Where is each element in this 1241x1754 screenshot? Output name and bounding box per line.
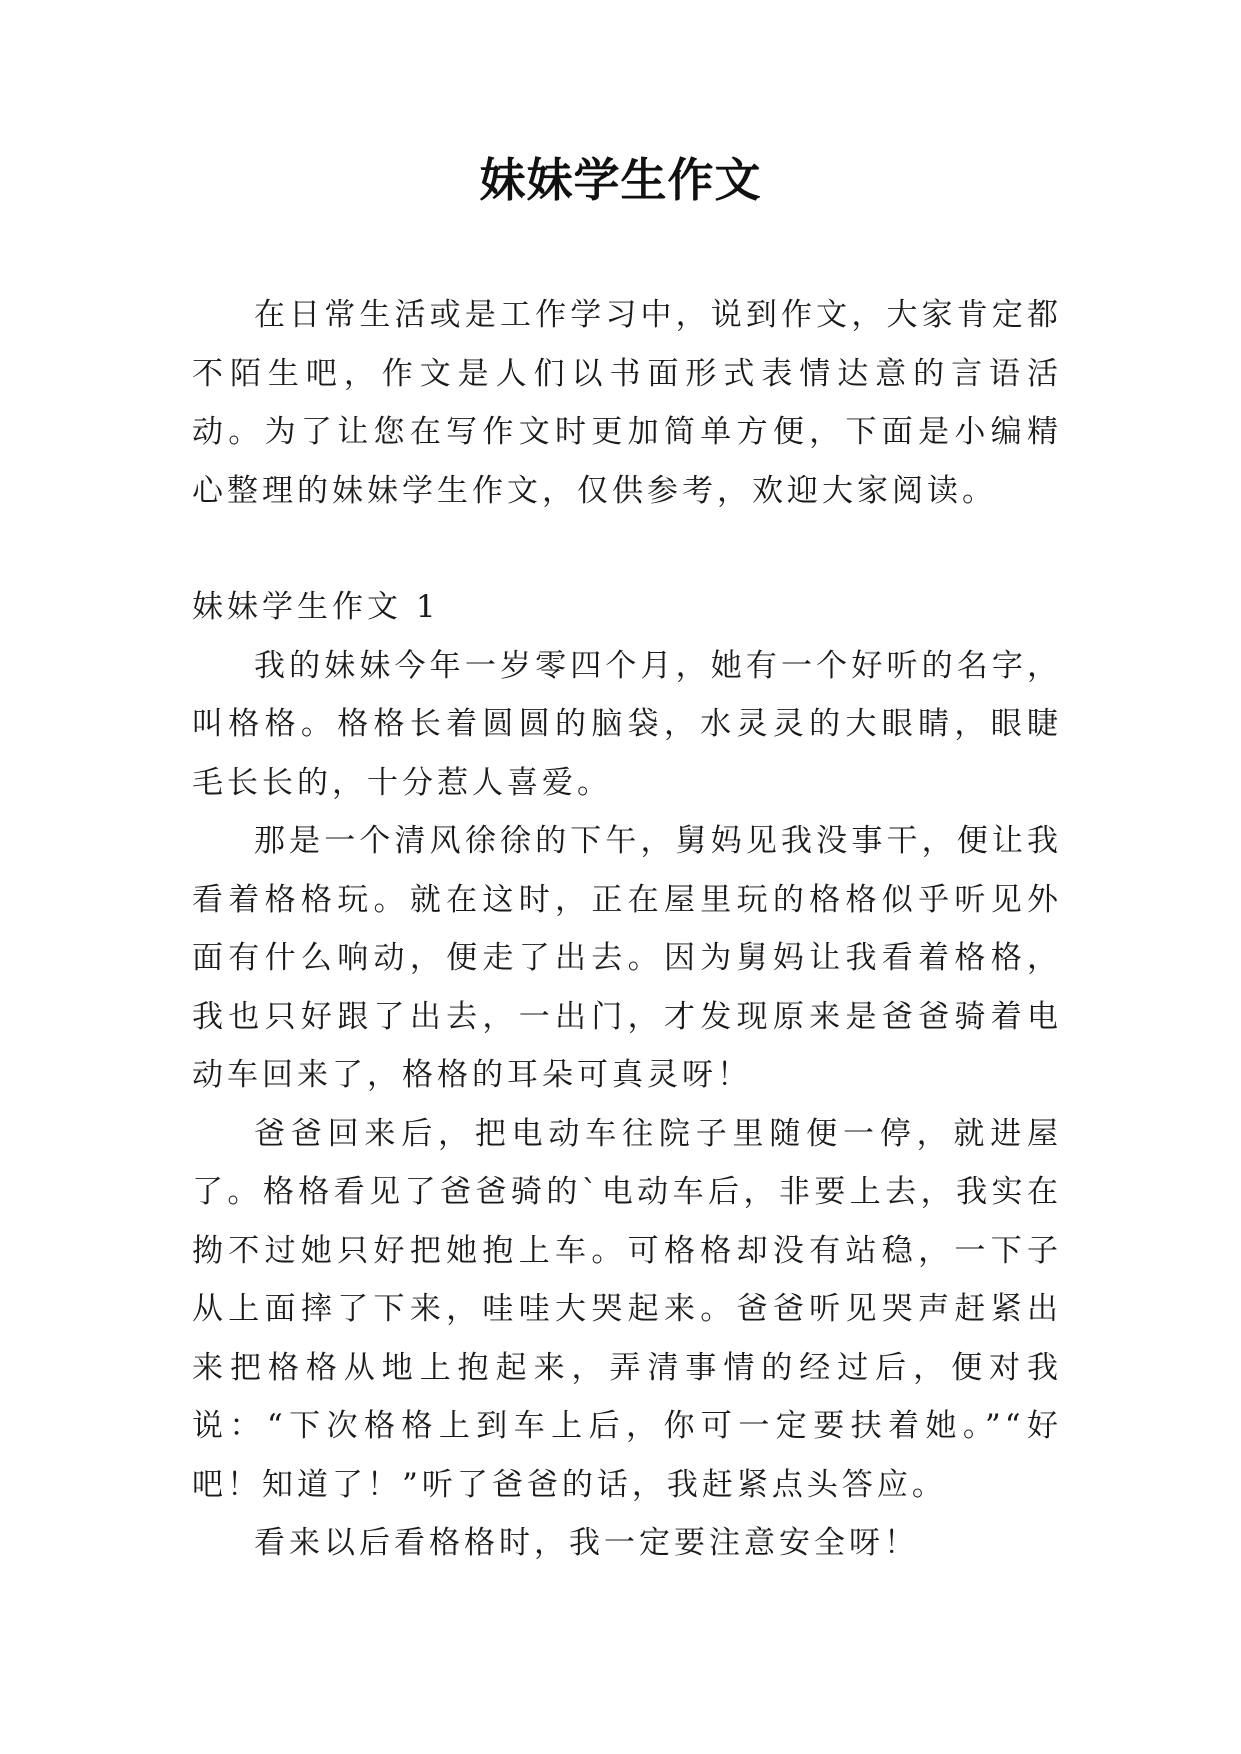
body-paragraph-2: 那是一个清风徐徐的下午，舅妈见我没事干，便让我看着格格玩。就在这时，正在屋里玩的格格似乎听见外面有什么响动，便走了出去。因为舅妈让我看着格格，我也只好跟了出去，一出门，才发现原来是爸爸骑着电动车回来了，格格的耳朵可真灵呀！ [192, 823, 1062, 1093]
body-paragraph-4: 看来以后看格格时，我一定要注意安全呀！ [254, 1525, 919, 1561]
body-paragraph-1: 我的妹妹今年一岁零四个月，她有一个好听的名字，叫格格。格格长着圆圆的脑袋，水灵灵的大眼睛，眼睫毛长长的，十分惹人喜爱。 [192, 647, 1062, 801]
document-body [192, 286, 1062, 1573]
section-heading: 妹妹学生作文 1 [192, 589, 440, 625]
paragraph-gap [192, 520, 1062, 578]
body-paragraph-3: 爸爸回来后，把电动车往院子里随便一停，就进屋了。格格看见了爸爸骑的`电动车后，非要上去，我实在拗不过她只好把她抱上车。可格格却没有站稳，一下子从上面摔了下来，哇哇大哭起来。爸爸听见哭声赶紧出来把格格从地上抱起来，弄清事情的经过后，便对我说：“下次格格上到车上后，你可一定要扶着她。”“好吧！知道了！”听了爸爸的话，我赶紧点头答应。 [192, 1115, 1062, 1503]
document-title: 妹妹学生作文 [479, 153, 762, 207]
intro-paragraph: 在日常生活或是工作学习中，说到作文，大家肯定都不陌生吧，作文是人们以书面形式表情达意的言语活动。为了让您在写作文时更加简单方便，下面是小编精心整理的妹妹学生作文，仅供参考，欢迎大家阅读。 [192, 297, 1062, 509]
